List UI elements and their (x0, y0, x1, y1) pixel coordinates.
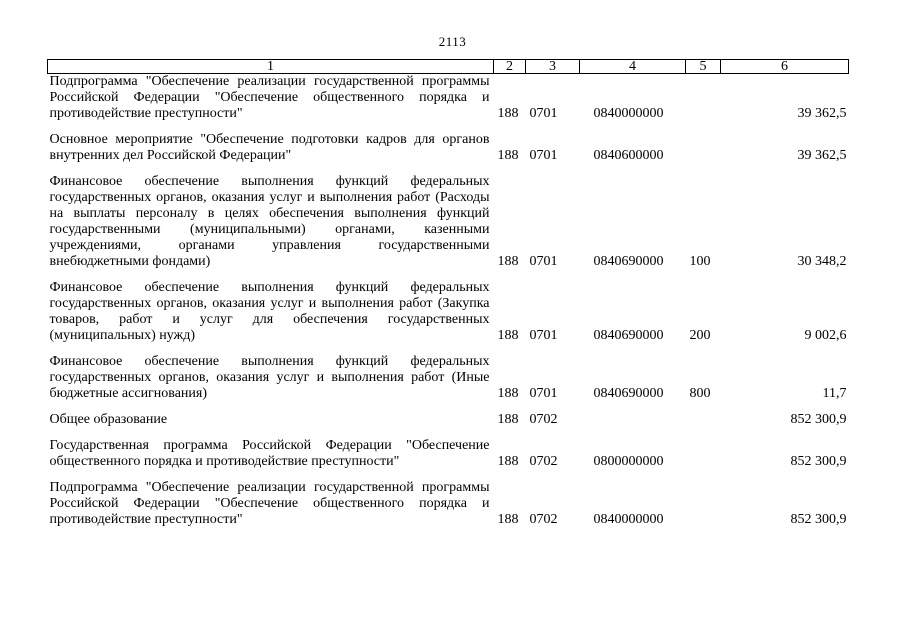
row-description: Подпрограмма "Обеспечение реализации государственной программы Российской Федерации "Обеспечение общественного порядка и противодействие преступности" (49, 74, 490, 121)
row-section-code: 0702 (529, 512, 558, 527)
row-description: Основное мероприятие "Обеспечение подготовки кадров для органов внутренних дел Российской Федерации" (49, 132, 490, 163)
table-row (48, 74, 849, 123)
row-expense-type (686, 412, 721, 428)
row-description: Общее образование (49, 412, 168, 427)
row-ministry-code: 188 (497, 106, 519, 121)
table-row (48, 174, 849, 270)
row-expense-type: 800 (689, 386, 711, 401)
table-row (48, 132, 849, 164)
row-section-code: 0701 (529, 254, 558, 269)
row-amount: 852 300,9 (790, 412, 847, 427)
row-target-article: 0840000000 (593, 512, 664, 527)
row-target-article: 0840000000 (593, 106, 664, 121)
row-amount: 852 300,9 (790, 512, 847, 527)
row-amount: 852 300,9 (790, 454, 847, 469)
row-section-code: 0701 (529, 106, 558, 121)
row-amount: 9 002,6 (804, 328, 847, 343)
header-col-3: 3 (526, 60, 580, 74)
row-description: Государственная программа Российской Федерации "Обеспечение общественного порядка и противодействие преступности" (49, 438, 490, 469)
row-description: Финансовое обеспечение выполнения функций федеральных государственных органов, оказания услуг и выполнения работ (Иные бюджетные ассигнования) (49, 354, 490, 401)
header-col-1: 1 (48, 60, 494, 74)
row-amount: 39 362,5 (797, 148, 847, 163)
budget-table (47, 59, 849, 528)
table-body (48, 74, 849, 529)
row-expense-type: 200 (689, 328, 711, 343)
row-section-code: 0702 (529, 454, 558, 469)
row-expense-type (686, 438, 721, 470)
row-expense-type (686, 480, 721, 528)
row-expense-type (686, 132, 721, 164)
row-ministry-code: 188 (497, 328, 519, 343)
row-ministry-code: 188 (497, 386, 519, 401)
row-ministry-code: 188 (497, 512, 519, 527)
row-section-code: 0701 (529, 328, 558, 343)
table-row (48, 280, 849, 344)
row-section-code: 0702 (529, 412, 558, 427)
header-col-2: 2 (494, 60, 526, 74)
row-target-article: 0840690000 (593, 254, 664, 269)
row-description: Подпрограмма "Обеспечение реализации государственной программы Российской Федерации "Обеспечение общественного порядка и противодействие преступности" (49, 480, 490, 527)
row-expense-type: 100 (689, 254, 711, 269)
row-target-article: 0840690000 (593, 328, 664, 343)
table-header (48, 60, 849, 74)
table-row (48, 412, 849, 428)
row-section-code: 0701 (529, 148, 558, 163)
row-amount: 11,7 (822, 386, 847, 401)
table-row (48, 438, 849, 470)
header-col-6: 6 (721, 60, 849, 74)
row-section-code: 0701 (529, 386, 558, 401)
row-ministry-code: 188 (497, 254, 519, 269)
row-target-article: 0800000000 (593, 454, 664, 469)
header-row (48, 60, 849, 74)
row-amount: 30 348,2 (797, 254, 847, 269)
table-row (48, 354, 849, 402)
row-ministry-code: 188 (497, 148, 519, 163)
row-expense-type (686, 74, 721, 123)
row-ministry-code: 188 (497, 454, 519, 469)
header-col-4: 4 (580, 60, 686, 74)
table-row (48, 480, 849, 528)
header-col-5: 5 (686, 60, 721, 74)
row-description: Финансовое обеспечение выполнения функций федеральных государственных органов, оказания услуг и выполнения работ (Расходы на выплаты персоналу в целях обеспечения выполнения функций государственными (муниципальными) органами, казенными учреждениями, органами управления государственными внебюджетными фондами) (49, 174, 490, 269)
row-ministry-code: 188 (497, 412, 519, 427)
row-description: Финансовое обеспечение выполнения функций федеральных государственных органов, оказания услуг и выполнения работ (Закупка товаров, работ и услуг для обеспечения государственных (муниципальных) нужд) (49, 280, 490, 343)
page-number: 2113 (438, 34, 467, 49)
row-target-article: 0840690000 (593, 386, 664, 401)
row-target-article (580, 412, 686, 428)
row-amount: 39 362,5 (797, 106, 847, 121)
row-target-article: 0840600000 (593, 148, 664, 163)
